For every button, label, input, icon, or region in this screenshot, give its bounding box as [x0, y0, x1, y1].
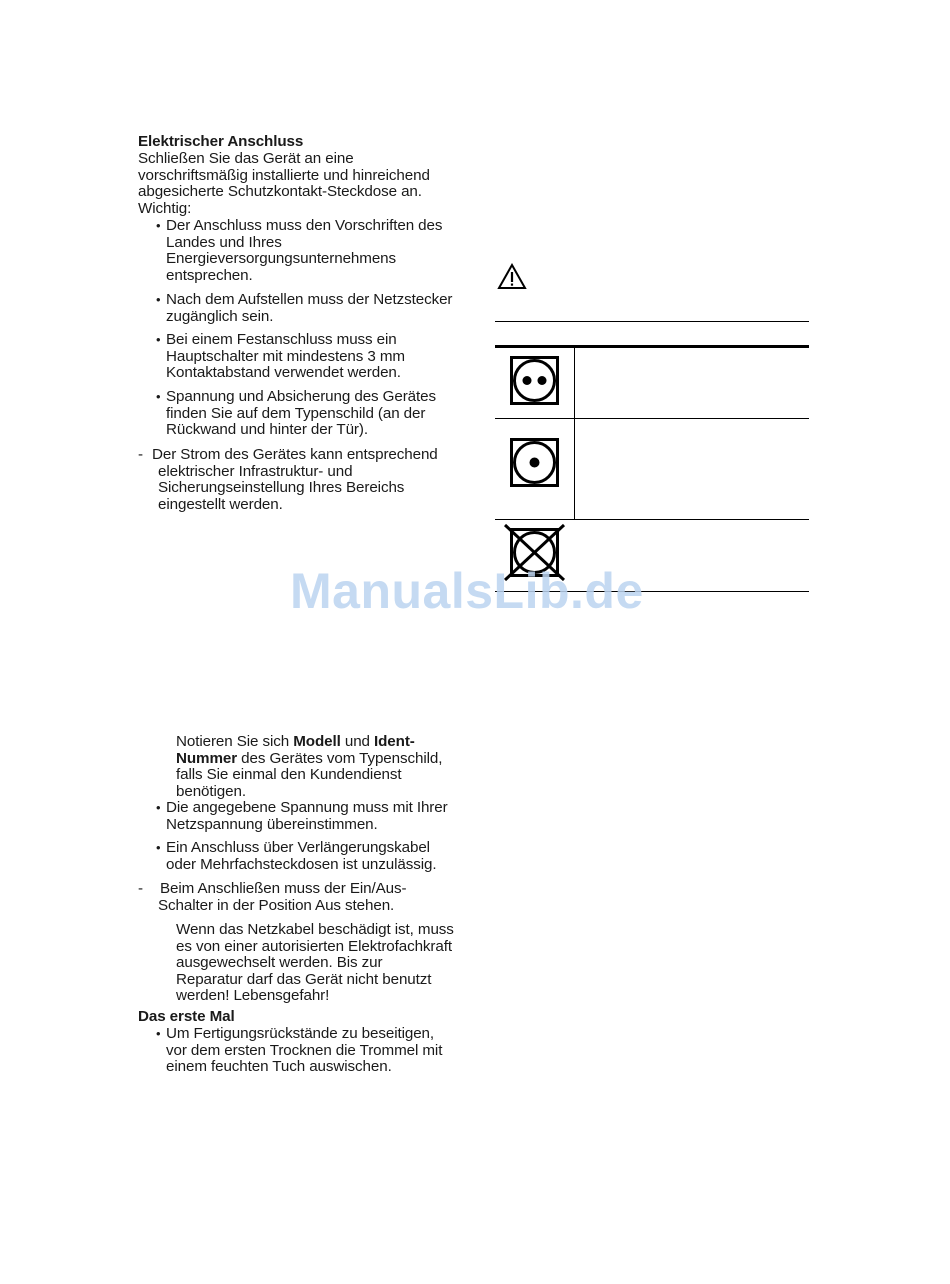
- list-line: einem feuchten Tuch auswischen.: [166, 1058, 392, 1076]
- tumble-dry-normal-icon: [510, 356, 559, 405]
- warning-line: es von einer autorisierten Elektrofachkraft: [176, 937, 452, 955]
- dash-line: Schalter in der Position Aus stehen.: [158, 896, 395, 914]
- intro-line: Schließen Sie das Gerät an eine: [138, 150, 354, 167]
- note-bold-number: Nummer: [176, 749, 238, 767]
- note-text: Notieren Sie sich: [176, 733, 294, 750]
- dash-line: elektrischer Infrastruktur- und: [158, 462, 353, 480]
- list-line: Nach dem Aufstellen muss der Netzstecker: [166, 291, 453, 308]
- note-line: benötigen.: [176, 782, 246, 800]
- intro-line: vorschriftsmäßig installierte und hinreichend: [138, 166, 430, 184]
- bullet-icon: •: [156, 332, 161, 347]
- note-line: [176, 751, 476, 768]
- note-line: falls Sie einmal den Kundendienst: [176, 766, 402, 784]
- list-line: vor dem ersten Trocknen die Trommel mit: [166, 1041, 443, 1059]
- intro-paragraph: [138, 151, 430, 217]
- note-text: des Gerätes vom Typenschild,: [237, 749, 443, 767]
- list-line: Kontaktabstand verwendet werden.: [166, 364, 401, 382]
- table-top-rule: [495, 345, 809, 348]
- heading-first-time: Das erste Mal: [138, 1008, 235, 1025]
- warning-triangle-icon: [497, 263, 527, 290]
- warning-line: Wenn das Netzkabel beschädigt ist, muss: [176, 921, 454, 938]
- list-line: Hauptschalter mit mindestens 3 mm: [166, 347, 405, 365]
- bullet-icon: •: [156, 292, 161, 307]
- heading-electrical-connection: Elektrischer Anschluss: [138, 133, 304, 150]
- bullet-icon: •: [156, 389, 161, 404]
- list-line: Um Fertigungsrückstände zu beseitigen,: [166, 1025, 435, 1042]
- list-line: Spannung und Absicherung des Gerätes: [166, 388, 436, 405]
- table-row-divider: [495, 519, 809, 520]
- bullet-icon: •: [156, 218, 161, 233]
- bullet-icon: •: [156, 1026, 161, 1041]
- dash-marker: -: [138, 880, 143, 897]
- list-line: Energieversorgungsunternehmens: [166, 250, 397, 268]
- bullet-icon: •: [156, 800, 161, 815]
- watermark-logo: ManualsLib.de: [290, 563, 644, 619]
- list-line: Landes und Ihres: [166, 233, 282, 251]
- dash-line: eingestellt werden.: [158, 495, 283, 513]
- bullet-icon: •: [156, 840, 161, 855]
- dash-line: Der Strom des Gerätes kann entsprechend: [152, 446, 438, 463]
- list-line: Die angegebene Spannung muss mit Ihrer: [166, 799, 448, 816]
- warning-paragraph: [176, 922, 476, 1005]
- list-line: Netzspannung übereinstimmen.: [166, 815, 378, 833]
- note-text: und: [340, 733, 375, 750]
- table-column-divider: [574, 348, 575, 520]
- divider: [495, 321, 809, 322]
- note-bold-ident: Ident-: [374, 733, 415, 750]
- list-line: Der Anschluss muss den Vorschriften des: [166, 217, 443, 234]
- intro-line: Wichtig:: [138, 199, 192, 217]
- list-line: Rückwand und hinter der Tür).: [166, 421, 368, 439]
- table-row-divider: [495, 418, 809, 419]
- warning-line: werden! Lebensgefahr!: [176, 987, 330, 1005]
- intro-line: abgesicherte Schutzkontakt-Steckdose an.: [138, 183, 422, 201]
- dash-marker: -: [138, 446, 143, 463]
- warning-line: Reparatur darf das Gerät nicht benutzt: [176, 970, 432, 988]
- note-line: [176, 734, 476, 751]
- list-line: zugänglich sein.: [166, 307, 274, 325]
- tumble-dry-low-icon: [510, 438, 559, 487]
- model-note: [176, 734, 476, 800]
- list-line: Ein Anschluss über Verlängerungskabel: [166, 839, 430, 856]
- list-line: entsprechen.: [166, 266, 253, 284]
- note-bold-model: Modell: [293, 733, 341, 750]
- list-line: oder Mehrfachsteckdosen ist unzulässig.: [166, 855, 437, 873]
- dash-line: Sicherungseinstellung Ihres Bereichs: [158, 479, 405, 497]
- warning-line: ausgewechselt werden. Bis zur: [176, 954, 383, 972]
- list-line: finden Sie auf dem Typenschild (an der: [166, 404, 426, 422]
- dash-line: Beim Anschließen muss der Ein/Aus-: [160, 880, 407, 897]
- list-line: Bei einem Festanschluss muss ein: [166, 331, 397, 348]
